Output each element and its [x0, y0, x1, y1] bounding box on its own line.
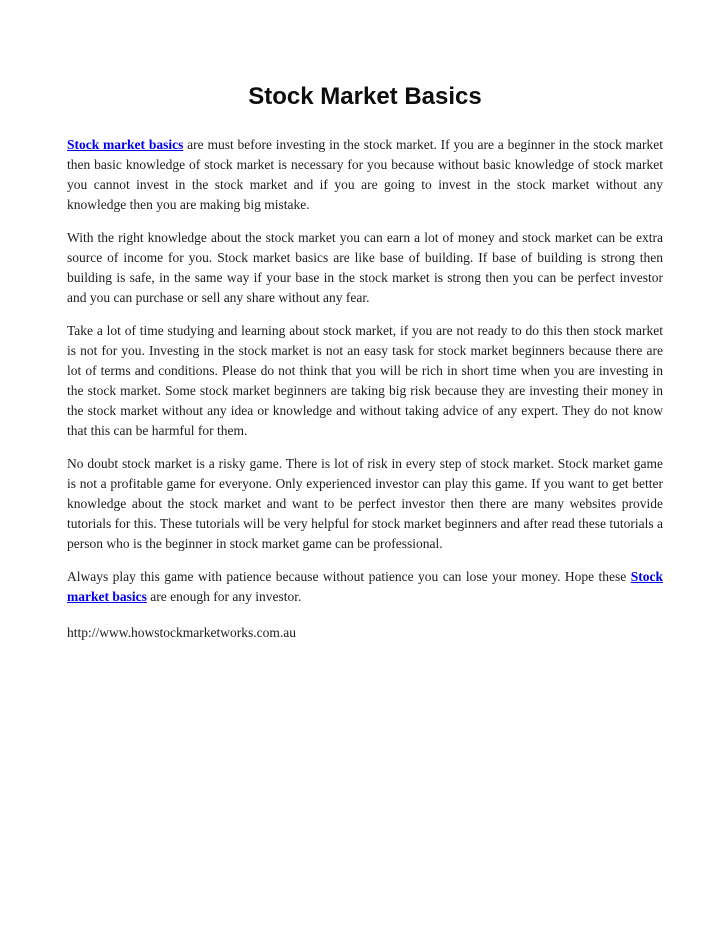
source-url-text: http://www.howstockmarketworks.com.au [67, 625, 296, 640]
paragraph-patience [67, 567, 663, 607]
paragraph-right-knowledge: With the right knowledge about the stock market you can earn a lot of money and stock market can be extra source of income for you. Stock market basics are like base of building. If base of building is strong then building is safe, in the same way if your base in the stock market is strong then you can be perfect investor and you can purchase or sell any share without any fear. [67, 230, 663, 305]
paragraph-take-time: Take a lot of time studying and learning about stock market, if you are not ready to do this then stock market is not for you. Investing in the stock market is not an easy task for stock market beginners because there are lot of terms and conditions. Please do not think that you will be rich in short time when you are investing in the stock market. Some stock market beginners are taking big risk because they are investing their money in the stock market without any idea or knowledge and without taking advice of any expert. They do not know that this can be harmful for them. [67, 323, 663, 438]
paragraph-patience-text-before: Always play this game with patience because without patience you can lose your money. Hope these [67, 569, 631, 584]
stock-market-basics-link[interactable]: Stock market basics [67, 137, 184, 152]
stock-market-basics-link-2[interactable]: Stock market basics [67, 569, 663, 604]
page-title: Stock Market Basics [248, 83, 482, 110]
paragraph-intro [67, 135, 663, 215]
paragraph-risky-game: No doubt stock market is a risky game. There is lot of risk in every step of stock market. Stock market game is not a profitable game for everyone. Only experienced investor can play this game. If you want to get better knowledge about the stock market and want to be perfect investor then there are many websites provide tutorials for this. These tutorials will be very helpful for stock market beginners and after read these tutorials a person who is the beginner in stock market game can be professional. [67, 456, 663, 551]
paragraph-intro-text: are must before investing in the stock market. If you are a beginner in the stock market then basic knowledge of stock market is necessary for you because without basic knowledge of stock market you cannot invest in the stock market and if you are going to invest in the stock market without any knowledge then you are making big mistake. [67, 137, 663, 212]
paragraph-patience-text-after: are enough for any investor. [146, 589, 302, 604]
